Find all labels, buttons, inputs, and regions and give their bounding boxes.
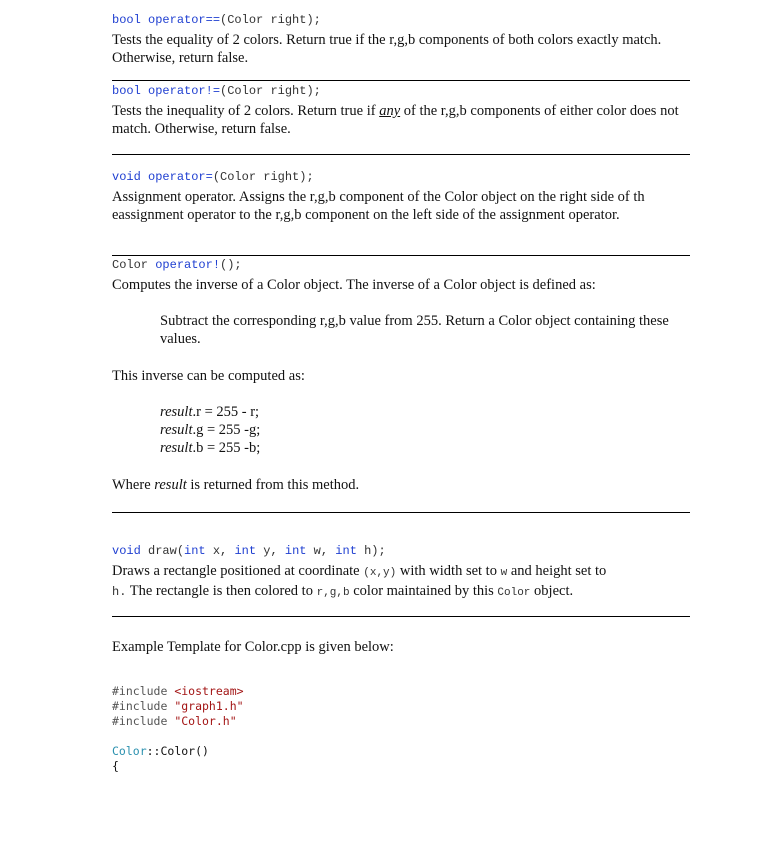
inverse-formula <box>112 403 690 457</box>
draw-signature <box>112 543 690 559</box>
inline-code: Color <box>497 587 531 599</box>
param: w, <box>306 544 336 558</box>
equality-description: Tests the equality of 2 colors. Return true if the r,g,b components of both colors exactly match. Otherwise, return false. <box>112 32 662 66</box>
formula-g <box>160 421 690 439</box>
template-constructor <box>112 744 690 774</box>
inverse-description: Computes the inverse of a Color object. The inverse of a Color object is defined as: <box>112 277 596 293</box>
inequality-signature <box>112 83 690 99</box>
include-file: "Color.h" <box>174 714 237 728</box>
assignment-description: Assignment operator. Assigns the r,g,b component of the Color object on the right side of th eassignment operator to the r,g,b component on the left side of the assignment operator. <box>112 189 645 223</box>
operator-name: operator== <box>148 13 221 27</box>
include-line <box>112 714 690 729</box>
equality-signature <box>112 12 690 28</box>
desc-part: color maintained by this <box>349 583 498 599</box>
param: h); <box>356 544 386 558</box>
param-type: int <box>234 544 257 558</box>
inequality-description <box>112 102 690 138</box>
inline-code: r,g,b <box>316 587 350 599</box>
return-type: bool <box>112 84 141 98</box>
include-file: <iostream> <box>174 684 244 698</box>
param-type: int <box>284 544 307 558</box>
class-name: Color <box>112 744 147 758</box>
emphasis-any: any <box>379 103 401 119</box>
desc-part: The rectangle is then colored to <box>126 583 317 599</box>
preprocessor: #include <box>112 684 175 698</box>
constructor-name: ::Color() <box>146 744 209 758</box>
preprocessor: #include <box>112 714 175 728</box>
brace-line: { <box>112 759 119 773</box>
operator-args: (Color right); <box>212 170 314 184</box>
include-line <box>112 684 690 699</box>
desc-part: object. <box>530 583 574 599</box>
template-includes <box>112 684 690 729</box>
formula-text: .r = 255 - r; <box>192 404 260 420</box>
draw-description <box>112 562 690 602</box>
formula-text: .b = 255 -b; <box>192 440 261 456</box>
formula-b <box>160 439 690 457</box>
inverse-signature <box>112 257 690 273</box>
divider <box>112 154 690 155</box>
param-type: int <box>335 544 357 558</box>
operator-args: (); <box>220 258 242 272</box>
include-line <box>112 699 690 714</box>
operator-name: operator= <box>148 170 213 184</box>
result-var: result <box>160 404 193 420</box>
formula-text: .g = 255 -g; <box>192 422 261 438</box>
divider <box>112 80 690 81</box>
section-inequality <box>112 83 690 138</box>
desc-part: and height set to <box>507 563 607 579</box>
return-type: Color <box>112 258 149 272</box>
param-type: int <box>184 544 206 558</box>
inline-code: h. <box>112 585 127 599</box>
method-name: draw <box>148 544 177 558</box>
inverse-definition: Subtract the corresponding r,g,b value from 255. Return a Color object containing these values. <box>160 313 669 347</box>
return-type: void <box>112 544 141 558</box>
section-draw <box>112 543 690 602</box>
desc-part: is returned from this method. <box>186 477 360 493</box>
section-template <box>112 638 690 774</box>
divider <box>112 512 690 513</box>
operator-name: operator!= <box>148 84 221 98</box>
inverse-where <box>112 476 690 494</box>
desc-part: of the r,g,b components of either color does not match. Otherwise, return false. <box>112 103 679 137</box>
template-intro: Example Template for Color.cpp is given below: <box>112 639 394 655</box>
result-var: result <box>160 440 193 456</box>
inverse-computed-intro: This inverse can be computed as: <box>112 368 305 384</box>
desc-part: with width set to <box>396 563 501 579</box>
constructor-line <box>112 744 690 759</box>
result-var: result <box>160 422 193 438</box>
preprocessor: #include <box>112 699 175 713</box>
desc-part: Where <box>112 477 155 493</box>
param: y, <box>256 544 285 558</box>
result-var: result <box>154 477 187 493</box>
desc-part: Tests the inequality of 2 colors. Return true if <box>112 103 380 119</box>
operator-name: operator! <box>155 258 221 272</box>
return-type: bool <box>112 13 141 27</box>
include-file: "graph1.h" <box>174 699 244 713</box>
section-assignment <box>112 169 690 224</box>
section-inverse <box>112 257 690 494</box>
assignment-signature <box>112 169 690 185</box>
divider <box>112 616 690 617</box>
operator-args: (Color right); <box>220 13 321 27</box>
return-type: void <box>112 170 141 184</box>
formula-r <box>160 403 690 421</box>
divider <box>112 255 690 256</box>
desc-part: Draws a rectangle positioned at coordinate <box>112 563 364 579</box>
inline-code: (x,y) <box>363 567 397 579</box>
paren: ( <box>176 544 185 558</box>
section-equality <box>112 12 690 67</box>
param: x, <box>205 544 235 558</box>
operator-args: (Color right); <box>220 84 321 98</box>
inline-code: w <box>500 567 508 579</box>
